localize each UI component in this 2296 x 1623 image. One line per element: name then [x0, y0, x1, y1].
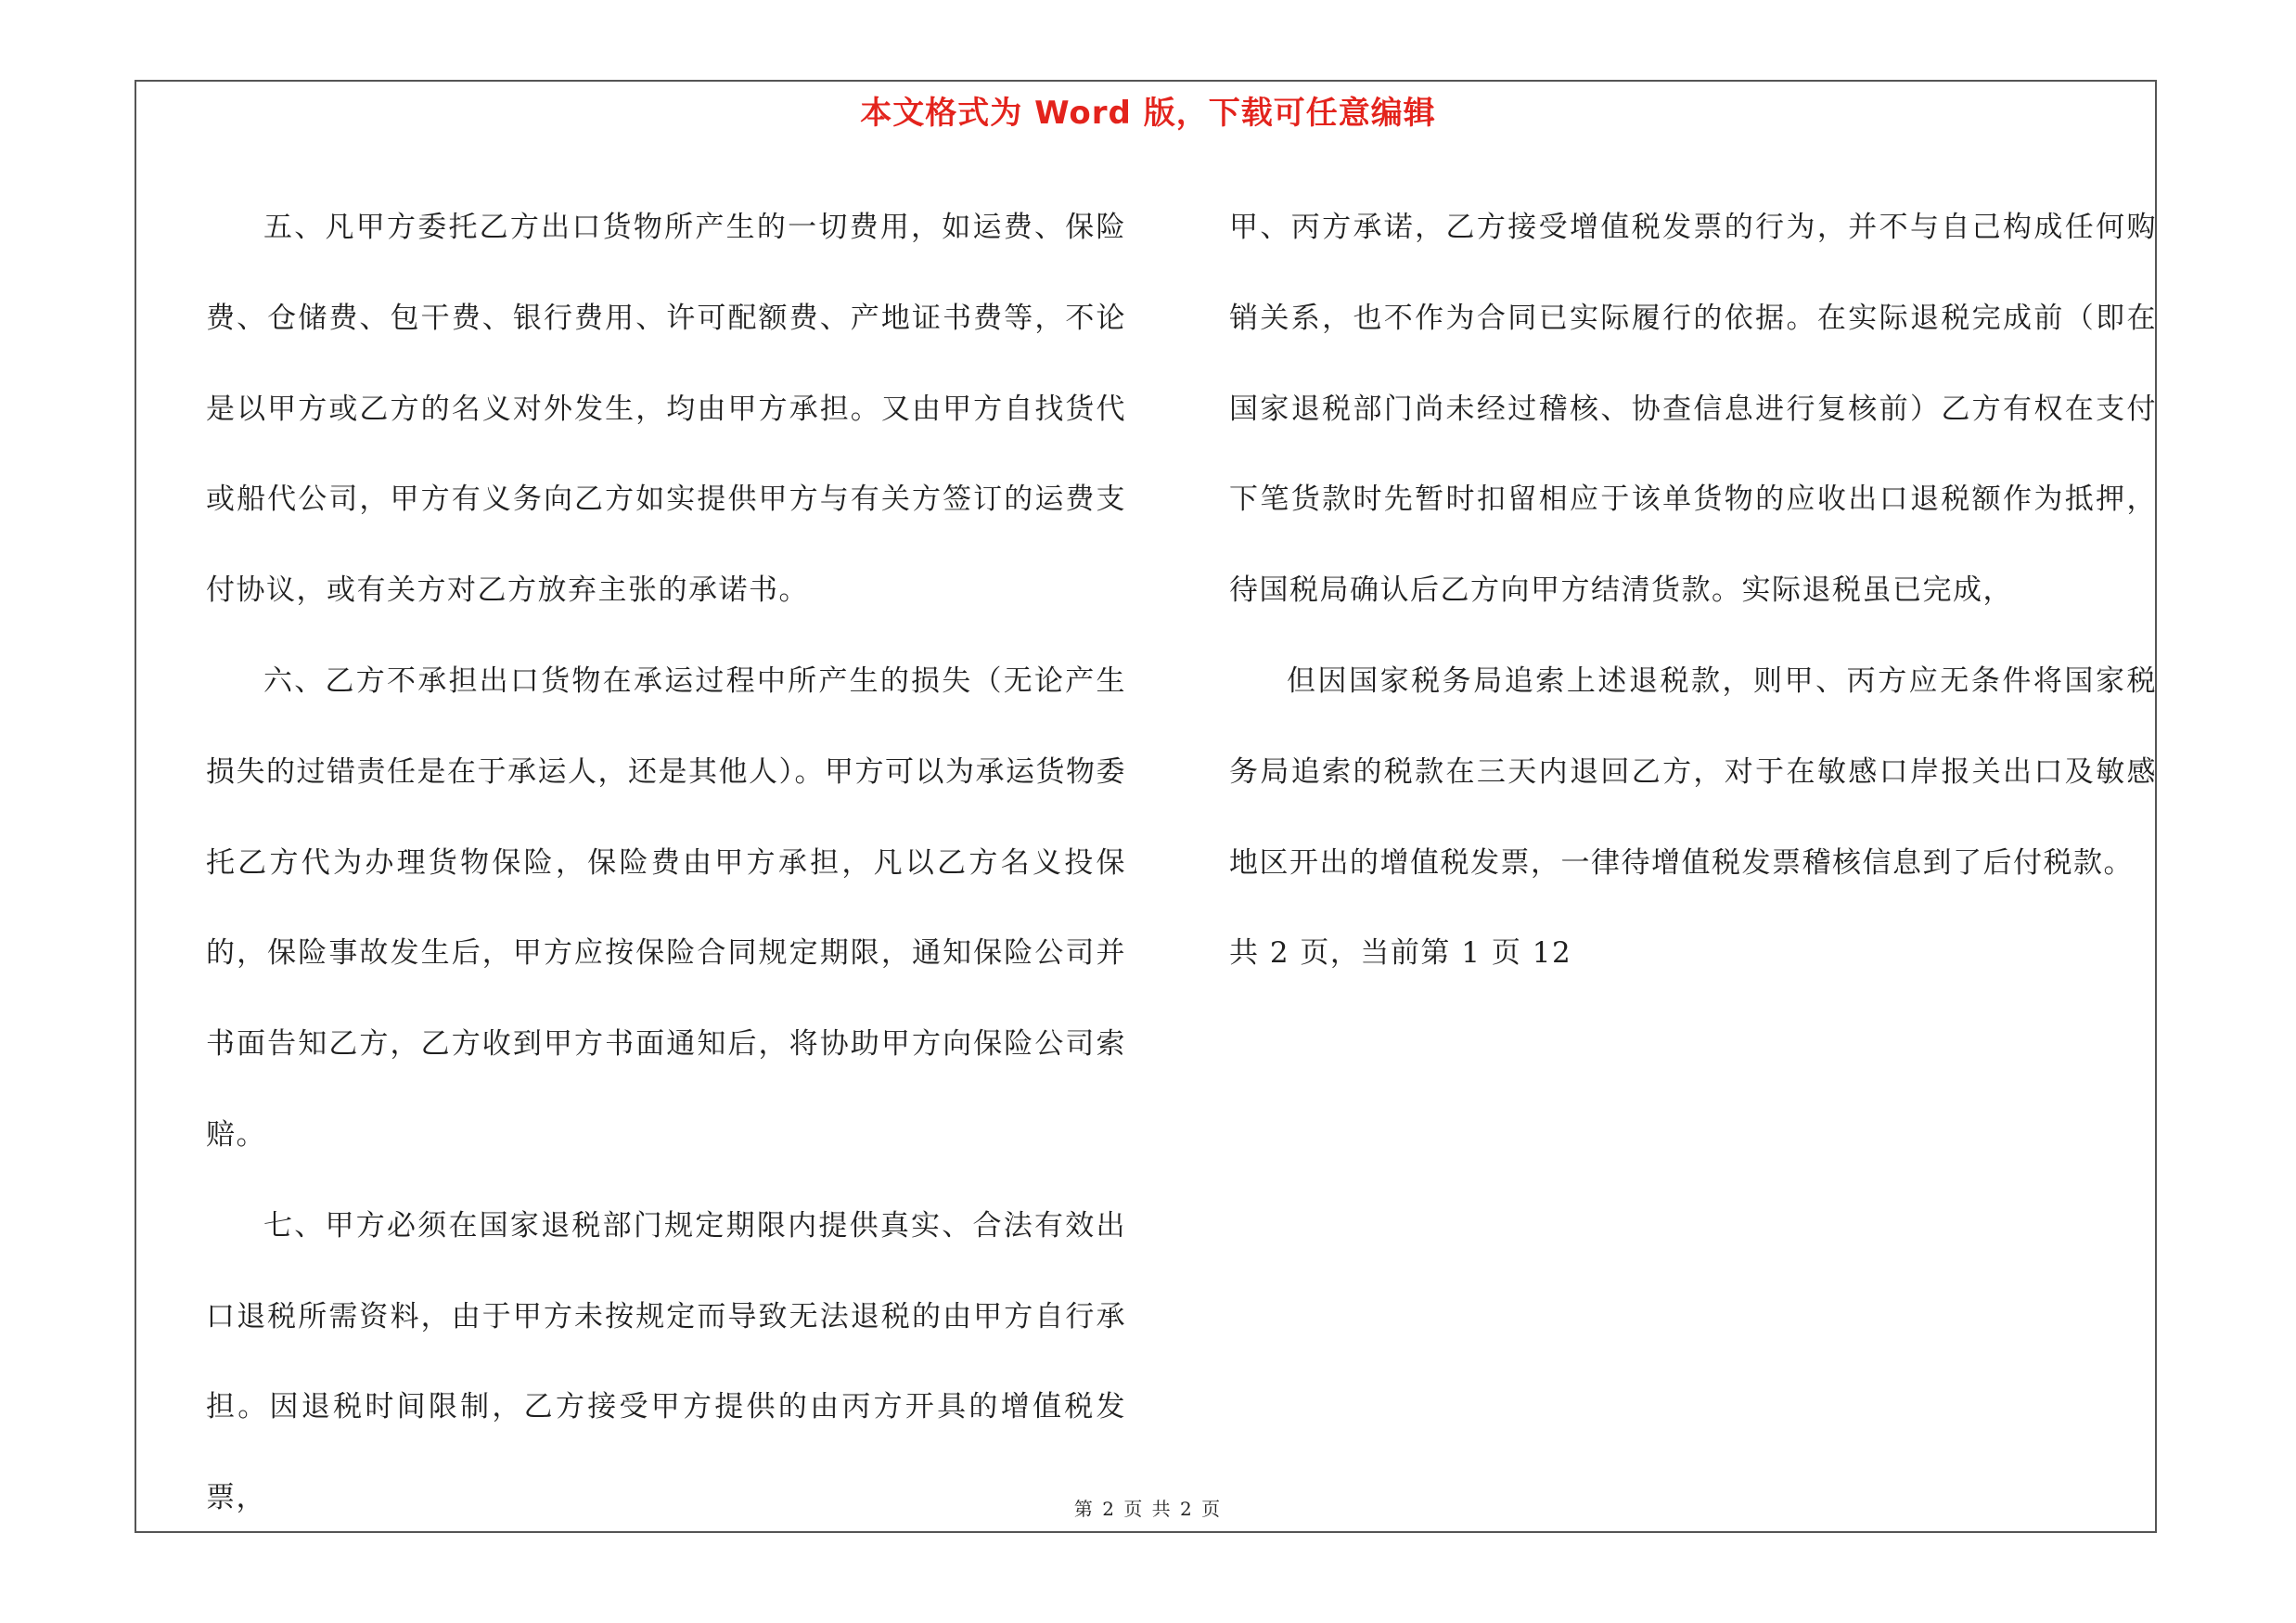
- paragraph-tax-recovery: 但因国家税务局追索上述退税款，则甲、丙方应无条件将国家税务局追索的税款在三天内退回乙方，对于在敏感口岸报关出口及敏感地区开出的增值税发票，一律待增值税发票稽核信息到了后付税款。: [1229, 663, 2157, 880]
- paragraph-7-continued: 甲、丙方承诺，乙方接受增值税发票的行为，并不与自己构成任何购销关系，也不作为合同已实际履行的依据。在实际退税完成前（即在国家退税部门尚未经过稽核、协查信息进行复核前）乙方有权在支付下笔货款时先暂时扣留相应于该单货物的应收出口退税额作为抵押，待国税局确认后乙方向甲方结清货款。实际退税虽已完成，: [1229, 211, 2157, 608]
- paragraph-5: 五、凡甲方委托乙方出口货物所产生的一切费用，如运费、保险费、仓储费、包干费、银行费用、许可配额费、产地证书费等，不论是以甲方或乙方的名义对外发生，均由甲方承担。又由甲方自找货代或船代公司，甲方有义务向乙方如实提供甲方与有关方签订的运费支付协议，或有关方对乙方放弃主张的承诺书。: [206, 211, 1126, 608]
- paragraph-6: 六、乙方不承担出口货物在承运过程中所产生的损失（无论产生损失的过错责任是在于承运人，还是其他人）。甲方可以为承运货物委托乙方代为办理货物保险，保险费由甲方承担，凡以乙方名义投保的，保险事故发生后，甲方应按保险合同规定期限，通知保险公司并书面告知乙方，乙方收到甲方书面通知后，将协助甲方向保险公司索赔。: [206, 663, 1126, 1152]
- page-footer: 第 2 页 共 2 页: [1073, 1498, 1223, 1520]
- page-count-note: 共 2 页，当前第 1 页 12: [1229, 936, 1572, 971]
- header-banner: 本文格式为 Word 版，下载可任意编辑: [860, 95, 1436, 132]
- left-column: [206, 183, 1126, 1544]
- paragraph-7: 七、甲方必须在国家退税部门规定期限内提供真实、合法有效出口退税所需资料，由于甲方未按规定而导致无法退税的由甲方自行承担。因退税时间限制，乙方接受甲方提供的由丙方开具的增值税发票，: [206, 1208, 1126, 1515]
- right-column: [1229, 183, 2157, 999]
